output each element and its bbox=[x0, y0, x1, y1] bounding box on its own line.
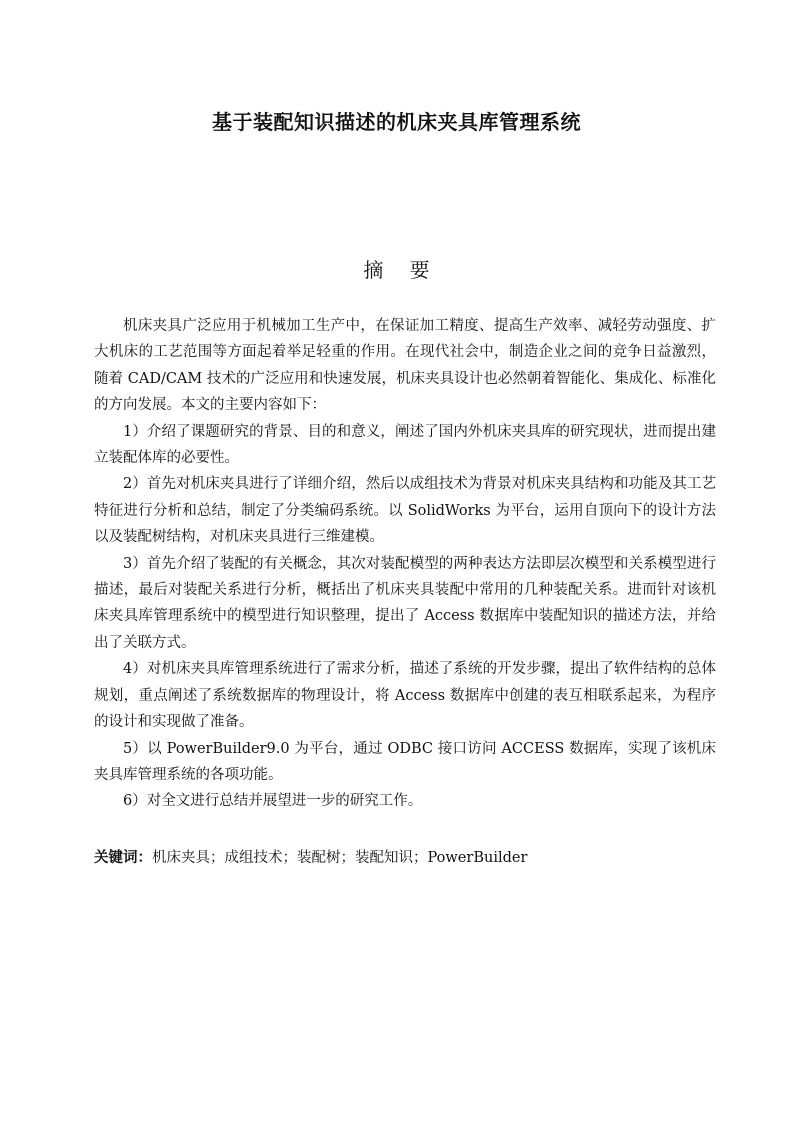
abstract-point-5: 5）以 PowerBuilder9.0 为平台，通过 ODBC 接口访问 ACCESS 数据库，实现了该机床夹具库管理系统的各项功能。 bbox=[94, 740, 716, 783]
abstract-point-4: 4）对机床夹具库管理系统进行了需求分析，描述了系统的开发步骤，提出了软件结构的总体规划，重点阐述了系统数据库的物理设计，将 Access 数据库中创建的表互相联系起来，为程序的设计和实现做了准备。 bbox=[94, 661, 716, 731]
keywords-line bbox=[94, 846, 716, 870]
keywords-text: 机床夹具；成组技术；装配树；装配知识；PowerBuilder bbox=[152, 850, 528, 866]
keywords-label: 关键词： bbox=[94, 850, 152, 866]
abstract-intro-paragraph: 机床夹具广泛应用于机械加工生产中，在保证加工精度、提高生产效率、减轻劳动强度、扩大机床的工艺范围等方面起着举足轻重的作用。在现代社会中，制造企业之间的竞争日益激烈，随着 CAD/CAM 技术的广泛应用和快速发展，机床夹具设计也必然朝着智能化、集成化、标准化的方向发展。本文的主要内容如下： bbox=[94, 318, 716, 414]
abstract-point-1: 1）介绍了课题研究的背景、目的和意义，阐述了国内外机床夹具库的研究现状，进而提出建立装配体库的必要性。 bbox=[94, 423, 716, 467]
abstract-point-6: 6）对全文进行总结并展望进一步的研究工作。 bbox=[123, 793, 423, 810]
document-title: 基于装配知识描述的机床夹具库管理系统 bbox=[212, 110, 581, 134]
abstract-point-3: 3）首先介绍了装配的有关概念，其次对装配模型的两种表达方法即层次模型和关系模型进行描述，最后对装配关系进行分析，概括出了机床夹具装配中常用的几种装配关系。进而针对该机床夹具库管理系统中的模型进行知识整理，提出了 Access 数据库中装配知识的描述方法，并给出了关联方式。 bbox=[94, 555, 716, 651]
abstract-point-2: 2）首先对机床夹具进行了详细介绍，然后以成组技术为背景对机床夹具结构和功能及其工艺特征进行分析和总结，制定了分类编码系统。以 SolidWorks 为平台，运用自顶向下的设计方法以及装配树结构，对机床夹具进行三维建模。 bbox=[94, 476, 716, 546]
abstract-body bbox=[94, 313, 716, 815]
abstract-heading: 摘 要 bbox=[363, 258, 440, 282]
